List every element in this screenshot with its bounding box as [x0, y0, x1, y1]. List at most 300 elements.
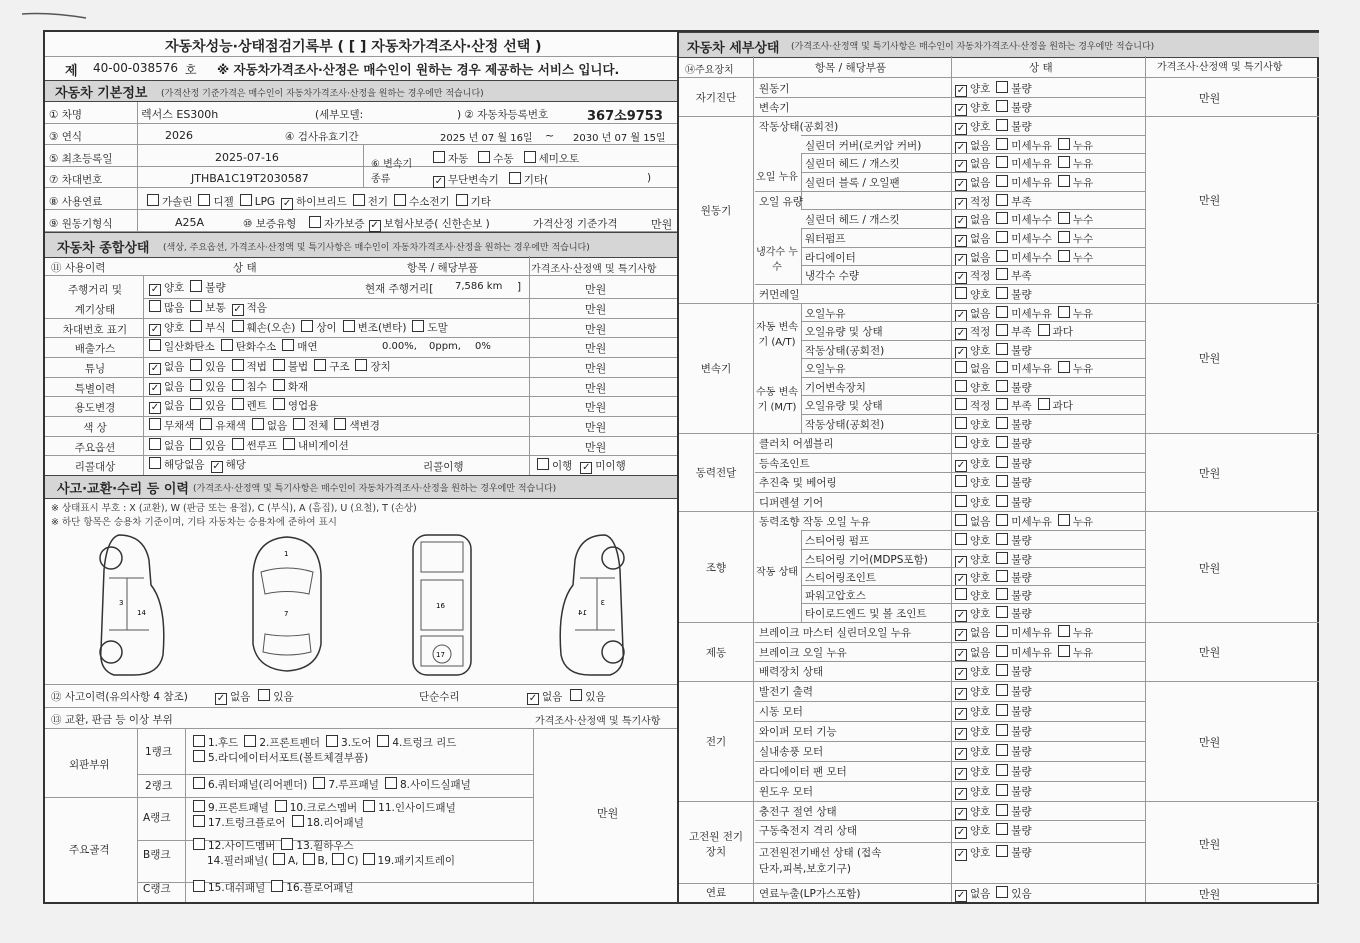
checkbox[interactable] [955, 160, 967, 172]
option-item[interactable] [955, 825, 990, 837]
checkbox[interactable] [955, 827, 967, 839]
checkbox[interactable] [955, 728, 967, 740]
option-item[interactable] [996, 647, 1052, 659]
option-item[interactable] [1058, 177, 1093, 189]
option-item[interactable] [363, 855, 456, 867]
option-item[interactable] [232, 400, 267, 412]
option-item[interactable] [1058, 140, 1093, 152]
checkbox[interactable] [1058, 175, 1070, 187]
checkbox[interactable] [363, 853, 375, 865]
checkbox[interactable] [955, 235, 967, 247]
option-item[interactable] [149, 459, 205, 471]
option-item[interactable] [193, 779, 307, 791]
checkbox[interactable] [955, 533, 967, 545]
checkbox[interactable] [955, 85, 967, 97]
checkbox[interactable] [996, 436, 1008, 448]
option-item[interactable] [369, 218, 490, 230]
checkbox[interactable] [190, 398, 202, 410]
checkbox[interactable] [332, 853, 344, 865]
checkbox[interactable] [955, 514, 967, 526]
checkbox[interactable] [996, 784, 1008, 796]
option-item[interactable] [252, 420, 287, 432]
checkbox[interactable] [433, 151, 445, 163]
option-item[interactable] [1058, 308, 1093, 320]
checkbox[interactable] [996, 845, 1008, 857]
checkbox[interactable] [221, 339, 233, 351]
option-item[interactable] [478, 153, 513, 165]
checkbox[interactable] [363, 800, 375, 812]
checkbox[interactable] [190, 379, 202, 391]
option-item[interactable] [955, 647, 990, 659]
option-item[interactable] [200, 420, 245, 432]
checkbox[interactable] [537, 458, 549, 470]
checkbox[interactable] [190, 359, 202, 371]
checkbox[interactable] [570, 689, 582, 701]
option-item[interactable] [149, 341, 215, 353]
checkbox[interactable] [1058, 361, 1070, 373]
option-item[interactable] [996, 847, 1031, 859]
checkbox[interactable] [1058, 156, 1070, 168]
checkbox[interactable] [1058, 625, 1070, 637]
checkbox[interactable] [996, 724, 1008, 736]
checkbox[interactable] [232, 359, 244, 371]
option-item[interactable] [149, 381, 184, 393]
option-item[interactable] [996, 786, 1031, 798]
checkbox[interactable] [996, 625, 1008, 637]
checkbox[interactable] [996, 398, 1008, 410]
checkbox[interactable] [509, 172, 521, 184]
checkbox[interactable] [955, 610, 967, 622]
checkbox[interactable] [1058, 250, 1070, 262]
checkbox[interactable] [955, 272, 967, 284]
checkbox[interactable] [996, 287, 1008, 299]
checkbox[interactable] [193, 880, 205, 892]
option-item[interactable] [955, 806, 990, 818]
option-item[interactable] [334, 420, 379, 432]
checkbox[interactable] [996, 175, 1008, 187]
option-item[interactable] [1058, 627, 1093, 639]
option-item[interactable] [955, 766, 990, 778]
option-item[interactable] [193, 752, 368, 764]
checkbox[interactable] [955, 417, 967, 429]
option-item[interactable] [332, 855, 358, 867]
option-item[interactable] [509, 174, 548, 186]
checkbox[interactable] [955, 460, 967, 472]
checkbox[interactable] [271, 880, 283, 892]
checkbox[interactable] [955, 179, 967, 191]
checkbox[interactable] [412, 320, 424, 332]
option-item[interactable] [190, 302, 225, 314]
option-item[interactable] [955, 233, 990, 245]
checkbox[interactable] [996, 194, 1008, 206]
option-item[interactable] [271, 882, 353, 894]
option-item[interactable] [537, 460, 572, 472]
option-item[interactable] [149, 420, 194, 432]
option-item[interactable] [955, 252, 990, 264]
checkbox[interactable] [1058, 645, 1070, 657]
option-item[interactable] [363, 802, 456, 814]
option-item[interactable] [433, 174, 499, 186]
option-item[interactable] [996, 590, 1031, 602]
option-item[interactable] [996, 158, 1052, 170]
option-item[interactable] [996, 400, 1031, 412]
checkbox[interactable] [149, 457, 161, 469]
option-item[interactable] [273, 855, 299, 867]
option-item[interactable] [193, 840, 275, 852]
option-item[interactable] [955, 308, 990, 320]
checkbox[interactable] [955, 216, 967, 228]
checkbox[interactable] [190, 300, 202, 312]
option-item[interactable] [996, 419, 1031, 431]
checkbox[interactable] [996, 250, 1008, 262]
option-item[interactable] [273, 400, 318, 412]
checkbox[interactable] [996, 886, 1008, 898]
checkbox[interactable] [215, 693, 227, 705]
option-item[interactable] [456, 196, 491, 208]
option-item[interactable] [996, 83, 1031, 95]
checkbox[interactable] [193, 815, 205, 827]
checkbox[interactable] [273, 359, 285, 371]
checkbox[interactable] [996, 212, 1008, 224]
option-item[interactable] [996, 627, 1052, 639]
option-item[interactable] [955, 746, 990, 758]
option-item[interactable] [955, 438, 990, 450]
checkbox[interactable] [244, 735, 256, 747]
checkbox[interactable] [240, 194, 252, 206]
option-item[interactable] [955, 590, 990, 602]
option-item[interactable] [955, 158, 990, 170]
option-item[interactable] [193, 817, 286, 829]
checkbox[interactable] [996, 361, 1008, 373]
checkbox[interactable] [955, 808, 967, 820]
option-item[interactable] [353, 196, 388, 208]
option-item[interactable] [955, 214, 990, 226]
option-item[interactable] [193, 802, 269, 814]
option-item[interactable] [955, 627, 990, 639]
option-item[interactable] [211, 459, 246, 471]
checkbox[interactable] [293, 418, 305, 430]
checkbox[interactable] [996, 704, 1008, 716]
checkbox[interactable] [149, 284, 161, 296]
checkbox[interactable] [996, 231, 1008, 243]
checkbox[interactable] [955, 495, 967, 507]
checkbox[interactable] [193, 777, 205, 789]
checkbox[interactable] [1058, 514, 1070, 526]
checkbox[interactable] [1058, 138, 1070, 150]
option-item[interactable] [293, 420, 328, 432]
checkbox[interactable] [996, 343, 1008, 355]
checkbox[interactable] [955, 328, 967, 340]
option-item[interactable] [996, 497, 1031, 509]
option-item[interactable] [1058, 647, 1093, 659]
checkbox[interactable] [955, 475, 967, 487]
checkbox[interactable] [996, 306, 1008, 318]
option-item[interactable] [314, 361, 349, 373]
option-item[interactable] [955, 686, 990, 698]
option-item[interactable] [955, 888, 990, 900]
option-item[interactable] [955, 458, 990, 470]
checkbox[interactable] [326, 735, 338, 747]
option-item[interactable] [240, 196, 275, 208]
checkbox[interactable] [996, 744, 1008, 756]
option-item[interactable] [190, 282, 225, 294]
option-item[interactable] [955, 477, 990, 489]
option-item[interactable] [996, 177, 1052, 189]
checkbox[interactable] [996, 138, 1008, 150]
checkbox[interactable] [190, 280, 202, 292]
checkbox[interactable] [258, 689, 270, 701]
option-item[interactable] [996, 140, 1052, 152]
option-item[interactable] [996, 196, 1031, 208]
checkbox[interactable] [149, 363, 161, 375]
checkbox[interactable] [996, 495, 1008, 507]
checkbox[interactable] [456, 194, 468, 206]
checkbox[interactable] [955, 436, 967, 448]
checkbox[interactable] [996, 514, 1008, 526]
checkbox[interactable] [955, 104, 967, 116]
option-item[interactable] [524, 153, 580, 165]
option-item[interactable] [996, 326, 1031, 338]
option-item[interactable] [955, 726, 990, 738]
checkbox[interactable] [527, 693, 539, 705]
option-item[interactable] [149, 400, 184, 412]
checkbox[interactable] [955, 688, 967, 700]
checkbox[interactable] [190, 320, 202, 332]
option-item[interactable] [955, 196, 990, 208]
option-item[interactable] [433, 153, 468, 165]
option-item[interactable] [955, 177, 990, 189]
option-item[interactable] [149, 322, 184, 334]
checkbox[interactable] [996, 417, 1008, 429]
checkbox[interactable] [478, 151, 490, 163]
checkbox[interactable] [149, 383, 161, 395]
checkbox[interactable] [193, 735, 205, 747]
checkbox[interactable] [955, 380, 967, 392]
option-item[interactable] [996, 825, 1031, 837]
option-item[interactable] [996, 363, 1052, 375]
option-item[interactable] [955, 382, 990, 394]
option-item[interactable] [580, 460, 625, 472]
option-item[interactable] [273, 361, 308, 373]
checkbox[interactable] [200, 418, 212, 430]
checkbox[interactable] [955, 748, 967, 760]
option-item[interactable] [996, 766, 1031, 778]
checkbox[interactable] [149, 402, 161, 414]
checkbox[interactable] [193, 750, 205, 762]
checkbox[interactable] [996, 119, 1008, 131]
checkbox[interactable] [303, 853, 315, 865]
checkbox[interactable] [955, 890, 967, 902]
option-item[interactable] [385, 779, 471, 791]
checkbox[interactable] [524, 151, 536, 163]
option-item[interactable] [282, 341, 317, 353]
checkbox[interactable] [996, 804, 1008, 816]
checkbox[interactable] [996, 588, 1008, 600]
option-item[interactable] [215, 691, 250, 703]
option-item[interactable] [1058, 252, 1093, 264]
checkbox[interactable] [996, 268, 1008, 280]
checkbox[interactable] [433, 176, 445, 188]
option-item[interactable] [996, 608, 1031, 620]
checkbox[interactable] [232, 304, 244, 316]
option-item[interactable] [412, 322, 447, 334]
option-item[interactable] [955, 554, 990, 566]
checkbox[interactable] [1038, 398, 1050, 410]
checkbox[interactable] [292, 815, 304, 827]
option-item[interactable] [198, 196, 233, 208]
option-item[interactable] [996, 308, 1052, 320]
option-item[interactable] [996, 806, 1031, 818]
option-item[interactable] [570, 691, 605, 703]
option-item[interactable] [377, 737, 456, 749]
checkbox[interactable] [149, 418, 161, 430]
option-item[interactable] [996, 554, 1031, 566]
checkbox[interactable] [955, 588, 967, 600]
option-item[interactable] [273, 381, 308, 393]
option-item[interactable] [996, 121, 1031, 133]
option-item[interactable] [996, 289, 1031, 301]
checkbox[interactable] [275, 800, 287, 812]
option-item[interactable] [1058, 516, 1093, 528]
checkbox[interactable] [955, 123, 967, 135]
option-item[interactable] [232, 322, 296, 334]
option-item[interactable] [996, 686, 1031, 698]
checkbox[interactable] [281, 838, 293, 850]
checkbox[interactable] [313, 777, 325, 789]
option-item[interactable] [996, 666, 1031, 678]
checkbox[interactable] [955, 788, 967, 800]
option-item[interactable] [996, 516, 1052, 528]
checkbox[interactable] [355, 359, 367, 371]
option-item[interactable] [955, 83, 990, 95]
option-item[interactable] [955, 706, 990, 718]
option-item[interactable] [232, 440, 277, 452]
option-item[interactable] [955, 847, 990, 859]
option-item[interactable] [193, 882, 265, 894]
checkbox[interactable] [198, 194, 210, 206]
checkbox[interactable] [996, 684, 1008, 696]
option-item[interactable] [996, 438, 1031, 450]
checkbox[interactable] [385, 777, 397, 789]
checkbox[interactable] [232, 398, 244, 410]
option-item[interactable] [996, 477, 1031, 489]
checkbox[interactable] [273, 379, 285, 391]
checkbox[interactable] [149, 300, 161, 312]
checkbox[interactable] [334, 418, 346, 430]
option-item[interactable] [955, 400, 990, 412]
checkbox[interactable] [273, 398, 285, 410]
option-item[interactable] [283, 440, 349, 452]
checkbox[interactable] [232, 379, 244, 391]
option-item[interactable] [955, 345, 990, 357]
option-item[interactable] [1058, 158, 1093, 170]
checkbox[interactable] [377, 735, 389, 747]
option-item[interactable] [281, 840, 353, 852]
option-item[interactable] [527, 691, 562, 703]
option-item[interactable] [1058, 363, 1093, 375]
option-item[interactable] [301, 322, 336, 334]
option-item[interactable] [343, 322, 407, 334]
checkbox[interactable] [996, 380, 1008, 392]
option-item[interactable] [190, 361, 225, 373]
checkbox[interactable] [996, 552, 1008, 564]
checkbox[interactable] [252, 418, 264, 430]
checkbox[interactable] [301, 320, 313, 332]
option-item[interactable] [149, 302, 184, 314]
checkbox[interactable] [232, 320, 244, 332]
option-item[interactable] [996, 252, 1052, 264]
option-item[interactable] [996, 102, 1031, 114]
option-item[interactable] [996, 888, 1031, 900]
checkbox[interactable] [309, 216, 321, 228]
option-item[interactable] [996, 706, 1031, 718]
checkbox[interactable] [190, 438, 202, 450]
option-item[interactable] [955, 572, 990, 584]
option-item[interactable] [955, 363, 990, 375]
checkbox[interactable] [1058, 306, 1070, 318]
option-item[interactable] [1058, 233, 1093, 245]
checkbox[interactable] [394, 194, 406, 206]
checkbox[interactable] [955, 361, 967, 373]
checkbox[interactable] [996, 533, 1008, 545]
option-item[interactable] [281, 196, 347, 208]
checkbox[interactable] [955, 287, 967, 299]
checkbox[interactable] [955, 768, 967, 780]
option-item[interactable] [996, 726, 1031, 738]
option-item[interactable] [955, 497, 990, 509]
checkbox[interactable] [996, 100, 1008, 112]
option-item[interactable] [955, 326, 990, 338]
checkbox[interactable] [282, 339, 294, 351]
option-item[interactable] [996, 458, 1031, 470]
option-item[interactable] [996, 214, 1052, 226]
option-item[interactable] [955, 102, 990, 114]
option-item[interactable] [955, 419, 990, 431]
option-item[interactable] [955, 289, 990, 301]
checkbox[interactable] [283, 438, 295, 450]
checkbox[interactable] [955, 849, 967, 861]
option-item[interactable] [309, 218, 365, 230]
option-item[interactable] [955, 786, 990, 798]
option-item[interactable] [996, 233, 1052, 245]
option-item[interactable] [955, 140, 990, 152]
option-item[interactable] [193, 737, 238, 749]
option-item[interactable] [326, 737, 371, 749]
checkbox[interactable] [1058, 231, 1070, 243]
checkbox[interactable] [1038, 324, 1050, 336]
checkbox[interactable] [580, 462, 592, 474]
checkbox[interactable] [955, 629, 967, 641]
checkbox[interactable] [955, 649, 967, 661]
checkbox[interactable] [273, 853, 285, 865]
checkbox[interactable] [955, 398, 967, 410]
checkbox[interactable] [211, 461, 223, 473]
checkbox[interactable] [955, 708, 967, 720]
option-item[interactable] [394, 196, 450, 208]
option-item[interactable] [996, 535, 1031, 547]
option-item[interactable] [149, 440, 184, 452]
option-item[interactable] [275, 802, 357, 814]
option-item[interactable] [149, 361, 184, 373]
option-item[interactable] [355, 361, 390, 373]
checkbox[interactable] [996, 645, 1008, 657]
checkbox[interactable] [314, 359, 326, 371]
checkbox[interactable] [281, 198, 293, 210]
option-item[interactable] [232, 302, 267, 314]
option-item[interactable] [955, 608, 990, 620]
checkbox[interactable] [343, 320, 355, 332]
option-item[interactable] [244, 737, 320, 749]
